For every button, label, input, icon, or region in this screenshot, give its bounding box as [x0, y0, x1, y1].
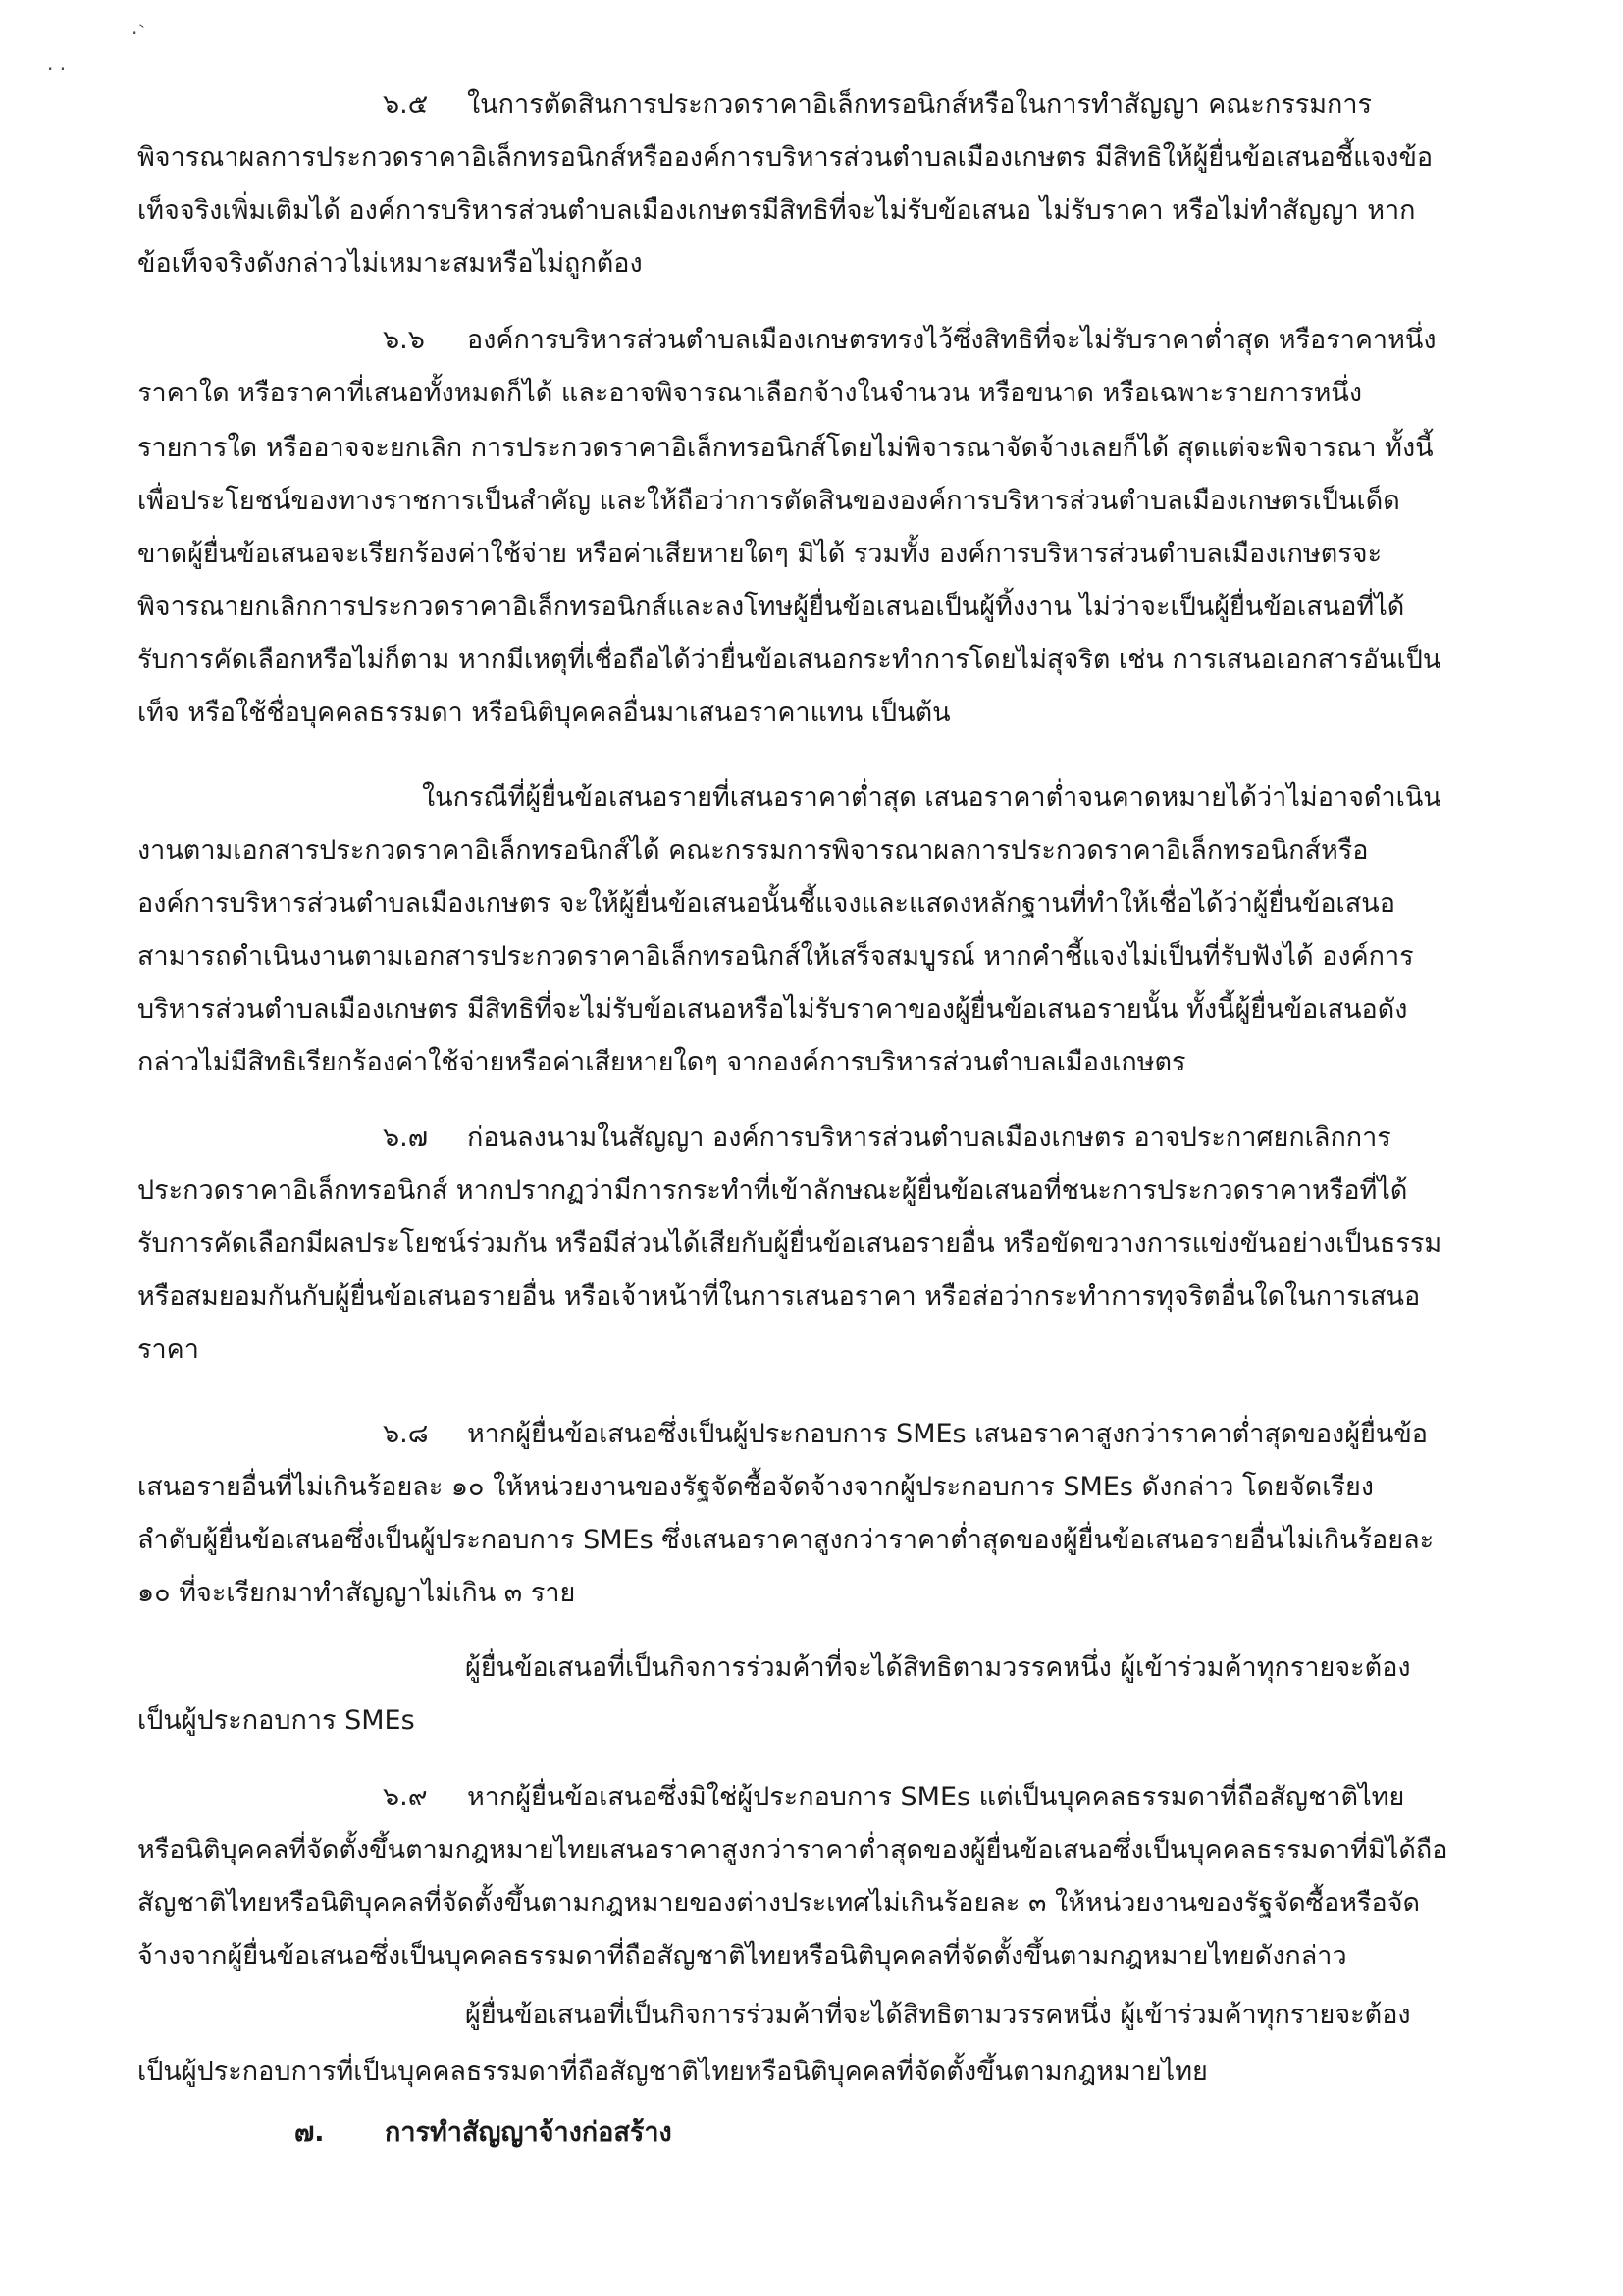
paragraph-line: รายการใด หรืออาจจะยกเลิก การประกวดราคาอิเล็กทรอนิกส์โดยไม่พิจารณาจัดจ้างเลยก็ได้ สุดแต่จะพิจารณา ทั้งนี้ [137, 433, 1434, 463]
paragraph-line: จ้างจากผู้ยื่นข้อเสนอซึ่งเป็นบุคคลธรรมดาที่ถือสัญชาติไทยหรือนิติบุคคลที่จัดตั้งขึ้นตามกฎหมายไทยดังกล่าว [137, 1941, 1347, 1971]
paragraph-line: ก่อนลงนามในสัญญา องค์การบริหารส่วนตำบลเมืองเกษตร อาจประกาศยกเลิกการ [467, 1122, 1391, 1153]
paragraph-line: ประกวดราคาอิเล็กทรอนิกส์ หากปรากฏว่ามีการกระทำที่เข้าลักษณะผู้ยื่นข้อเสนอที่ชนะการประกวดราคาหรือที่ได้ [137, 1175, 1408, 1206]
paragraph-line: องค์การบริหารส่วนตำบลเมืองเกษตร จะให้ผู้ยื่นข้อเสนอนั้นชี้แจงและแสดงหลักฐานที่ทำให้เชื่อได้ว่าผู้ยื่นข้อเสนอ [137, 888, 1395, 918]
paragraph-line: เป็นผู้ประกอบการ SMEs [137, 1705, 415, 1736]
paragraph-line: พิจารณายกเลิกการประกวดราคาอิเล็กทรอนิกส์และลงโทษผู้ยื่นข้อเสนอเป็นผู้ทิ้งงาน ไม่ว่าจะเป็นผู้ยื่นข้อเสนอที่ได้ [137, 592, 1405, 622]
section-number: ๖.๖ [383, 325, 425, 355]
paragraph-line: บริหารส่วนตำบลเมืองเกษตร มีสิทธิที่จะไม่รับข้อเสนอหรือไม่รับราคาของผู้ยื่นข้อเสนอรายนั้น ทั้งนี้ผู้ยื่นข้อเสนอดัง [137, 994, 1408, 1024]
paragraph-line: เท็จ หรือใช้ชื่อบุคคลธรรมดา หรือนิติบุคคลอื่นมาเสนอราคาแทน เป็นต้น [137, 698, 951, 728]
paragraph-line: ในการตัดสินการประกวดราคาอิเล็กทรอนิกส์หรือในการทำสัญญา คณะกรรมการ [467, 89, 1373, 120]
paragraph-line: ๑๐ ที่จะเรียกมาทำสัญญาไม่เกิน ๓ ราย [137, 1578, 576, 1608]
paragraph-line: รับการคัดเลือกมีผลประโยชน์ร่วมกัน หรือมีส่วนได้เสียกับผู้ยื่นข้อเสนอรายอื่น หรือขัดขวางการแข่งขันอย่างเป็นธรรม [137, 1228, 1442, 1259]
section-number: ๖.๗ [383, 1122, 429, 1153]
section-number: ๖.๘ [383, 1419, 429, 1449]
scan-mark-left: · · [47, 57, 67, 80]
section-title: การทำสัญญาจ้างก่อสร้าง [385, 2117, 672, 2148]
paragraph-line: ราคา [137, 1334, 199, 1365]
section-number: ๖.๕ [383, 89, 429, 120]
paragraph-line: ราคาใด หรือราคาที่เสนอทั้งหมดก็ได้ และอาจพิจารณาเลือกจ้างในจำนวน หรือขนาด หรือเฉพาะรายการหนึ่ง [137, 378, 1363, 408]
paragraph-line: หรือนิติบุคคลที่จัดตั้งขึ้นตามกฎหมายไทยเสนอราคาสูงกว่าราคาต่ำสุดของผู้ยื่นข้อเสนอซึ่งเป็นบุคคลธรรมดาที่มิได้ถือ [137, 1835, 1448, 1865]
paragraph-line: สัญชาติไทยหรือนิติบุคคลที่จัดตั้งขึ้นตามกฎหมายของต่างประเทศไม่เกินร้อยละ ๓ ให้หน่วยงานของรัฐจัดซื้อหรือจัด [137, 1888, 1421, 1918]
paragraph-line: งานตามเอกสารประกวดราคาอิเล็กทรอนิกส์ได้ คณะกรรมการพิจารณาผลการประกวดราคาอิเล็กทรอนิกส์หรือ [137, 835, 1369, 865]
paragraph-line: องค์การบริหารส่วนตำบลเมืองเกษตรทรงไว้ซึ่งสิทธิที่จะไม่รับราคาต่ำสุด หรือราคาหนึ่ง [467, 325, 1437, 355]
paragraph-line: ขาดผู้ยื่นข้อเสนอจะเรียกร้องค่าใช้จ่าย หรือค่าเสียหายใดๆ มิได้ รวมทั้ง องค์การบริหารส่วนตำบลเมืองเกษตรจะ [137, 539, 1383, 569]
paragraph-line: หากผู้ยื่นข้อเสนอซึ่งมิใช่ผู้ประกอบการ SMEs แต่เป็นบุคคลธรรมดาที่ถือสัญชาติไทย [467, 1782, 1405, 1812]
paragraph-line: ในกรณีที่ผู้ยื่นข้อเสนอรายที่เสนอราคาต่ำสุด เสนอราคาต่ำจนคาดหมายได้ว่าไม่อาจดำเนิน [422, 782, 1441, 812]
section-number: ๗. [294, 2117, 325, 2148]
paragraph-line: พิจารณาผลการประกวดราคาอิเล็กทรอนิกส์หรือองค์การบริหารส่วนตำบลเมืองเกษตร มีสิทธิให้ผู้ยื่นข้อเสนอชี้แจงข้อ [137, 142, 1434, 173]
paragraph-line: หากผู้ยื่นข้อเสนอซึ่งเป็นผู้ประกอบการ SMEs เสนอราคาสูงกว่าราคาต่ำสุดของผู้ยื่นข้อ [467, 1419, 1429, 1449]
paragraph-line: เป็นผู้ประกอบการที่เป็นบุคคลธรรมดาที่ถือสัญชาติไทยหรือนิติบุคคลที่จัดตั้งขึ้นตามกฎหมายไทย [137, 2057, 1208, 2087]
paragraph-line: เท็จจริงเพิ่มเติมได้ องค์การบริหารส่วนตำบลเมืองเกษตรมีสิทธิที่จะไม่รับข้อเสนอ ไม่รับราคา หรือไม่ทำสัญญา หาก [137, 195, 1416, 226]
paragraph-line: ผู้ยื่นข้อเสนอที่เป็นกิจการร่วมค้าที่จะได้สิทธิตามวรรคหนึ่ง ผู้เข้าร่วมค้าทุกรายจะต้อง [465, 2000, 1411, 2030]
paragraph-line: เพื่อประโยชน์ของทางราชการเป็นสำคัญ และให้ถือว่าการตัดสินขององค์การบริหารส่วนตำบลเมืองเกษตรเป็นเด็ด [137, 486, 1400, 516]
paragraph-line: หรือสมยอมกันกับผู้ยื่นข้อเสนอรายอื่น หรือเจ้าหน้าที่ในการเสนอราคา หรือส่อว่ากระทำการทุจริตอื่นใดในการเสนอ [137, 1281, 1421, 1312]
paragraph-line: ลำดับผู้ยื่นข้อเสนอซึ่งเป็นผู้ประกอบการ SMEs ซึ่งเสนอราคาสูงกว่าราคาต่ำสุดของผู้ยื่นข้อเสนอรายอื่นไม่เกินร้อยละ [137, 1525, 1435, 1555]
paragraph-line: กล่าวไม่มีสิทธิเรียกร้องค่าใช้จ่ายหรือค่าเสียหายใดๆ จากองค์การบริหารส่วนตำบลเมืองเกษตร [137, 1047, 1186, 1077]
paragraph-line: ผู้ยื่นข้อเสนอที่เป็นกิจการร่วมค้าที่จะได้สิทธิตามวรรคหนึ่ง ผู้เข้าร่วมค้าทุกรายจะต้อง [465, 1652, 1411, 1683]
paragraph-line: รับการคัดเลือกหรือไม่ก็ตาม หากมีเหตุที่เชื่อถือได้ว่ายื่นข้อเสนอกระทำการโดยไม่สุจริต เช่น การเสนอเอกสารอันเป็น [137, 645, 1441, 675]
paragraph-line: สามารถดำเนินงานตามเอกสารประกวดราคาอิเล็กทรอนิกส์ให้เสร็จสมบูรณ์ หากคำชี้แจงไม่เป็นที่รับฟังได้ องค์การ [137, 941, 1414, 971]
paragraph-line: ข้อเท็จจริงดังกล่าวไม่เหมาะสมหรือไม่ถูกต้อง [137, 248, 643, 279]
paragraph-line: เสนอรายอื่นที่ไม่เกินร้อยละ ๑๐ ให้หน่วยงานของรัฐจัดซื้อจัดจ้างจากผู้ประกอบการ SMEs ดังกล่าว โดยจัดเรียง [137, 1472, 1374, 1502]
section-number: ๖.๙ [383, 1782, 428, 1812]
scan-mark-top: ·ˋ [131, 22, 148, 45]
